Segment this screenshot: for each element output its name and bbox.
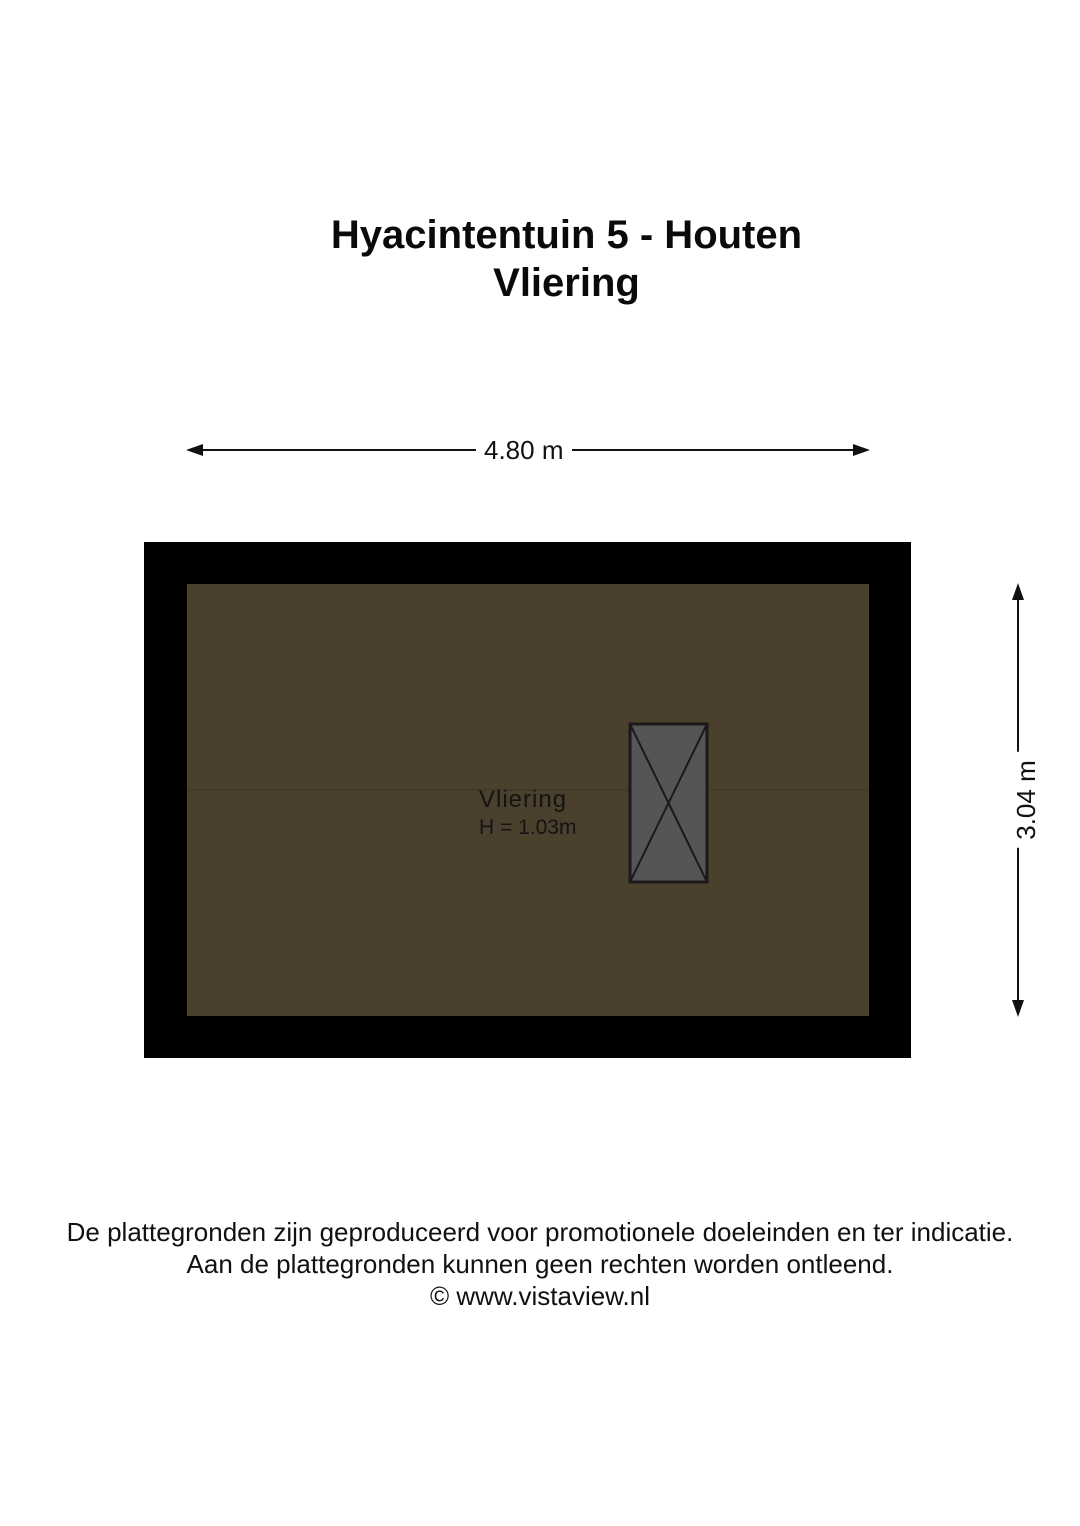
arrow-up-icon bbox=[1012, 583, 1024, 600]
copyright-line: © www.vistaview.nl bbox=[430, 1281, 650, 1311]
plan-title-address: Hyacintentuin 5 - Houten bbox=[330, 213, 803, 257]
width-dimension-label: 4.80 m bbox=[476, 435, 572, 465]
disclaimer-line-2: Aan de plattegronden kunnen geen rechten worden ontleend. bbox=[186, 1249, 894, 1279]
arrow-down-icon bbox=[1012, 1000, 1024, 1017]
room-height: H = 1.03m bbox=[479, 816, 577, 839]
plan-title-floor: Vliering bbox=[493, 261, 640, 305]
room-name: Vliering bbox=[479, 786, 568, 813]
disclaimer-line-1: De plattegronden zijn geproduceerd voor promotionele doeleinden en ter indicatie. bbox=[66, 1217, 1014, 1247]
arrow-left-icon bbox=[186, 444, 203, 456]
room-label bbox=[479, 786, 576, 842]
depth-dimension-label: 3.04 m bbox=[1011, 752, 1041, 848]
arrow-right-icon bbox=[853, 444, 870, 456]
attic-hatch-icon bbox=[630, 724, 707, 882]
